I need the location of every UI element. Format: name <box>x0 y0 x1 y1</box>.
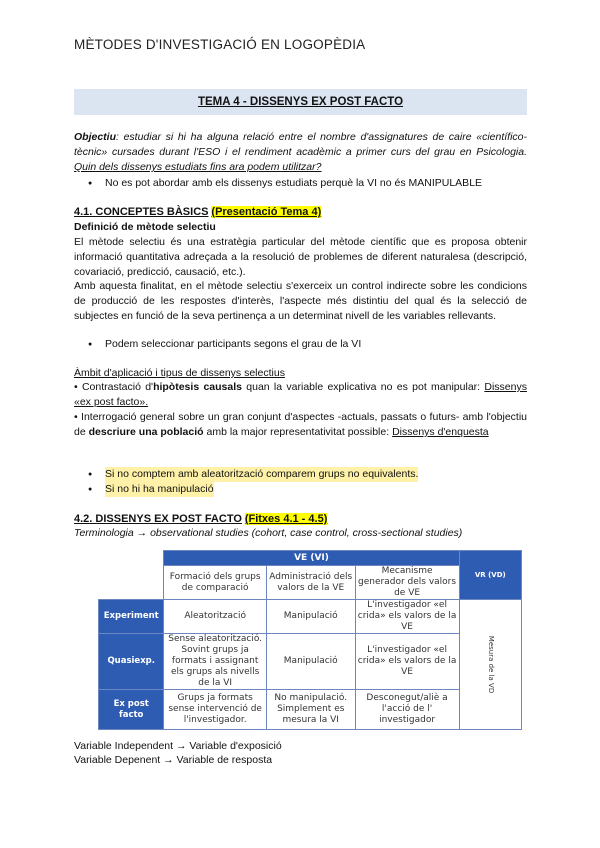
section2-title: 4.2. DISSENYS EX POST FACTO <box>74 513 242 525</box>
col-header-mechanism: Mecanisme generador dels valors de VE <box>355 566 459 600</box>
variable-dependent-line: Variable Depenent → Variable de resposta <box>74 754 273 766</box>
table-cell: Desconegut/aliè a l'acció de l' investigador <box>355 690 459 730</box>
row-label-quasiexp: Quasiexp. <box>99 634 164 690</box>
table-cell: L'investigador «el crida» els valors de la VE <box>355 600 459 634</box>
section1-heading <box>74 205 527 220</box>
highlight-bullet-manipulation: ● Si no hi ha manipulació <box>89 482 214 497</box>
objective-paragraph <box>74 130 527 175</box>
section2-reference: (Fitxes 4.1 - 4.5) <box>244 513 328 525</box>
design-comparison-table <box>98 550 522 730</box>
col-header-administration: Administració dels valors de la VE <box>266 566 355 600</box>
objective-text: : estudiar si hi ha alguna relació entre el nombre d'assignatures de caire «científico-tècnic» cursades durant l'ESO i el rendiment acadèmic a primer curs del grau en Psicologia. <box>74 131 527 158</box>
variable-independent-line: Variable Independent → Variable d'exposició <box>74 740 282 752</box>
row-label-ex-post-facto: Ex post facto <box>99 690 164 730</box>
table-cell: L'investigador «el crida» els valors de la VE <box>355 634 459 690</box>
selection-bullet: ● Podem seleccionar participants segons el grau de la VI <box>89 337 361 352</box>
table-cell: Grups ja formats sense intervenció de l'investigador. <box>164 690 266 730</box>
highlight-bullet-randomization: ● Si no comptem amb aleatorització comparem grups no equivalents. <box>89 467 418 482</box>
table-cell: Manipulació <box>266 600 355 634</box>
topic-title-box <box>74 89 527 115</box>
topic-title: TEMA 4 - DISSENYS EX POST FACTO <box>197 96 404 108</box>
ex-post-facto-link[interactable]: Dissenys «ex post facto». <box>74 381 527 408</box>
survey-designs-link[interactable]: Dissenys d'enquesta <box>392 426 489 438</box>
measure-cell: Mesura de la VD <box>459 600 521 730</box>
terminology-line: Terminologia → observational studies (cohort, case control, cross-sectional studies) <box>74 527 463 539</box>
scope-item-causal: • Contrastació d'hipòtesis causals quan la variable explicativa no es pot manipular: Dissenys «ex post facto». <box>74 381 527 408</box>
vi-header: VE (VI) <box>164 551 459 566</box>
row-label-experiment: Experiment <box>99 600 164 634</box>
definition-paragraph-1: El mètode selectiu és una estratègia particular del mètode científic que es proposa obtenir informació quantitativa adreçada a la resolució de problemes de diferent naturalesa (descripció, covariació, predicció, causació, etc.). <box>74 236 527 278</box>
section1-reference: (Presentació Tema 4) <box>211 206 322 218</box>
scope-title: Àmbit d'aplicació i tipus de dissenys selectius <box>74 367 285 379</box>
definition-title: Definició de mètode selectiu <box>74 221 216 233</box>
table-cell: Manipulació <box>266 634 355 690</box>
objective-label: Objectiu <box>74 131 117 143</box>
vr-header: VR (VD) <box>459 551 521 600</box>
section1-title: 4.1. CONCEPTES BÀSICS <box>74 206 209 218</box>
table-corner <box>99 551 164 566</box>
document-header: MÈTODES D'INVESTIGACIÓ EN LOGOPÈDIA <box>74 37 366 52</box>
table-cell: Aleatorització <box>164 600 266 634</box>
table-cell: Sense aleatorització. Sovint grups ja formats i assignant els grups als nivells de la VI <box>164 634 266 690</box>
scope-item-survey: • Interrogació general sobre un gran conjunt d'aspectes -actuals, passats o futurs- amb l'objectiu de descriure una població amb la major representativitat possible: Dissenys d'enquesta <box>74 411 527 438</box>
definition-paragraph-2: Amb aquesta finalitat, en el mètode selectiu s'exerceix un control indirecte sobre les condicions de producció de les respostes d'interès, l'aspecte més distintiu del qual és la selecció de subjectes en funció de la seva pertinença a un determinat nivell de les variables rellevants. <box>74 280 527 322</box>
objective-bullet: ● No es pot abordar amb els dissenys estudiats perquè la VI no és MANIPULABLE <box>89 176 482 191</box>
table-cell: No manipulació. Simplement es mesura la VI <box>266 690 355 730</box>
objective-question: Quin dels dissenys estudiats fins ara podem utilitzar? <box>74 161 322 173</box>
section2-heading <box>74 512 527 527</box>
col-header-formation: Formació dels grups de comparació <box>164 566 266 600</box>
